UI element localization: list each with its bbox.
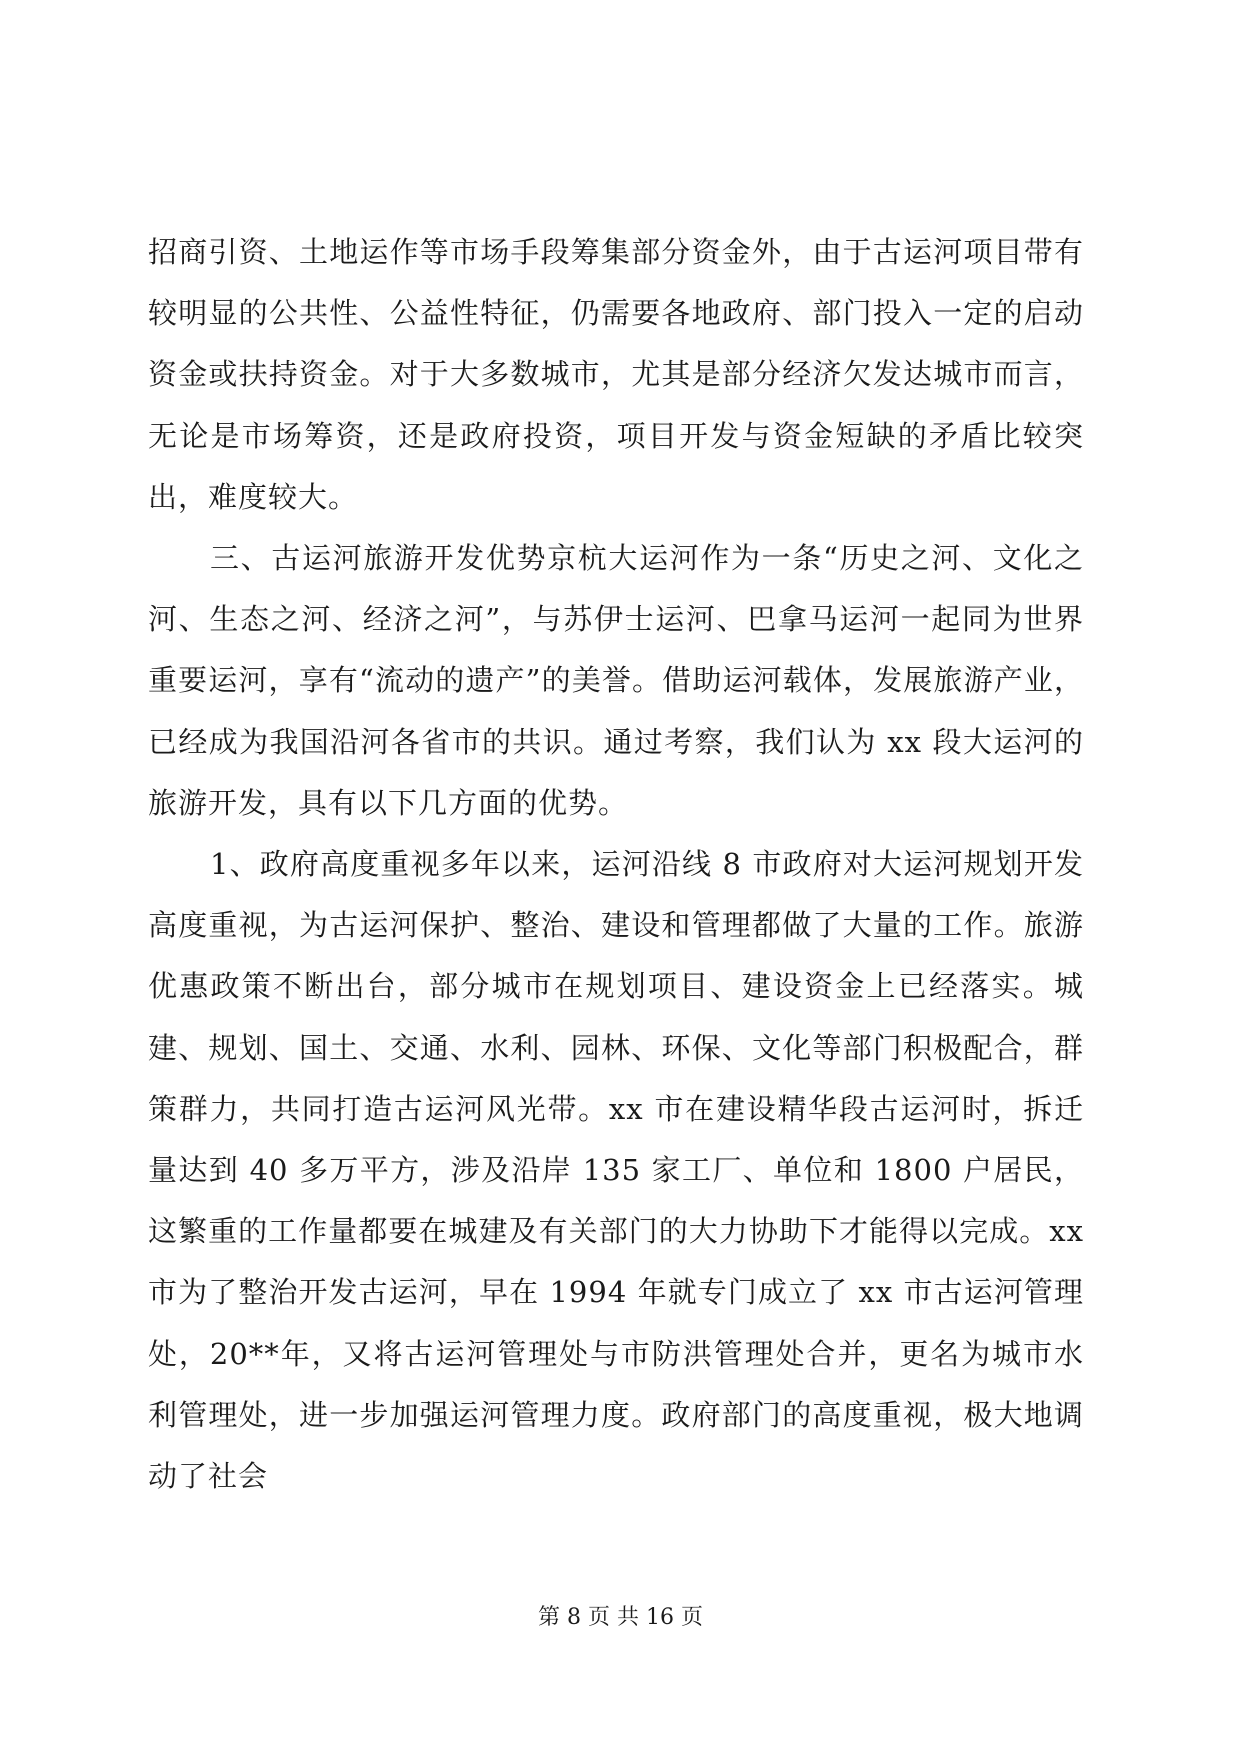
paragraph-2: 三、古运河旅游开发优势京杭大运河作为一条“历史之河、文化之河、生态之河、经济之河”，与苏伊士运河、巴拿马运河一起同为世界重要运河，享有“流动的遗产”的美誉。借助运河载体，发展旅游产业，已经成为我国沿河各省市的共识。通过考察，我们认为 xx 段大运河的旅游开发，具有以下几方面的优势。 xyxy=(148,541,1084,820)
page-footer: 第 8 页 共 16 页 xyxy=(538,1605,703,1630)
paragraph-1: 招商引资、土地运作等市场手段筹集部分资金外，由于古运河项目带有较明显的公共性、公益性特征，仍需要各地政府、部门投入一定的启动资金或扶持资金。对于大多数城市，尤其是部分经济欠发达城市而言，无论是市场筹资，还是政府投资，项目开发与资金短缺的矛盾比较突出，难度较大。 xyxy=(148,235,1084,514)
paragraph-3: 1、政府高度重视多年以来，运河沿线 8 市政府对大运河规划开发高度重视，为古运河保护、整治、建设和管理都做了大量的工作。旅游优惠政策不断出台，部分城市在规划项目、建设资金上已经落实。城建、规划、国土、交通、水利、园林、环保、文化等部门积极配合，群策群力，共同打造古运河风光带。xx 市在建设精华段古运河时，拆迁量达到 40 多万平方，涉及沿岸 135 家工厂、单位和 1800 户居民，这繁重的工作量都要在城建及有关部门的大力协助下才能得以完成。xx 市为了整治开发古运河，早在 1994 年就专门成立了 xx 市古运河管理处，20**年，又将古运河管理处与市防洪管理处合并，更名为城市水利管理处，进一步加强运河管理力度。政府部门的高度重视，极大地调动了社会 xyxy=(148,847,1084,1494)
body-text xyxy=(148,222,1084,1507)
